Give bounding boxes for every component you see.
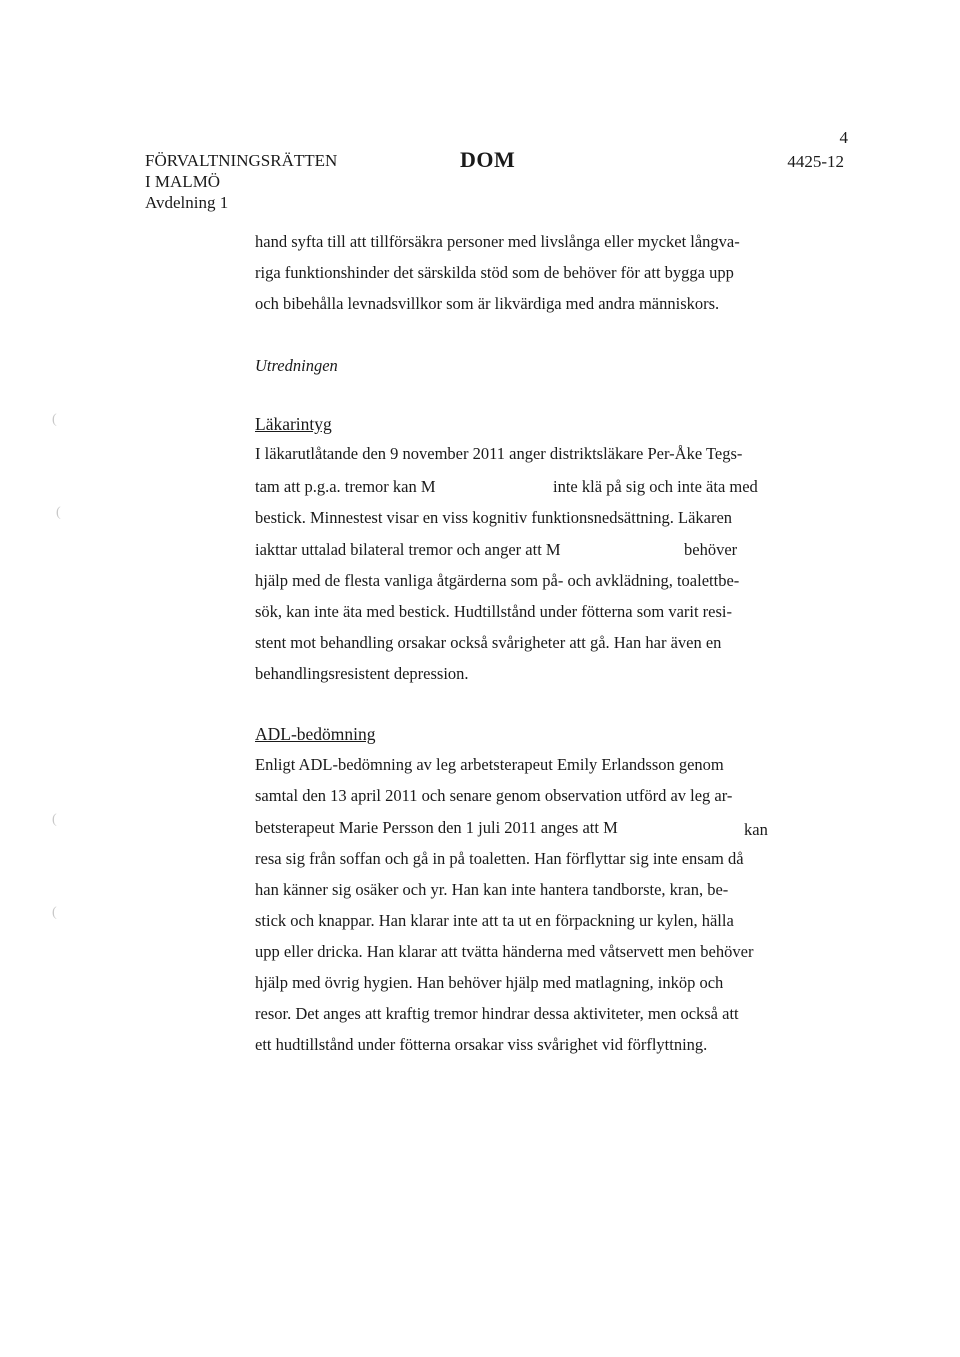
paragraph-line: hjälp med övrig hygien. Han behöver hjälp med matlagning, inköp och xyxy=(255,973,724,992)
paragraph-line: sök, kan inte äta med bestick. Hudtillstånd under fötterna som varit resi- xyxy=(255,602,733,621)
paragraph-line: stent mot behandling orsakar också svårigheter att gå. Han har även en xyxy=(255,633,722,652)
paragraph-line: hand syfta till att tillförsäkra personer med livslånga eller mycket långva- xyxy=(255,232,740,251)
document-type: DOM xyxy=(460,147,516,172)
court-division: Avdelning 1 xyxy=(145,193,229,212)
paragraph-line: och bibehålla levnadsvillkor som är likvärdiga med andra människors. xyxy=(255,294,720,313)
court-city: I MALMÖ xyxy=(145,172,221,191)
scan-artifact: ( xyxy=(56,505,61,520)
paragraph-line: inte klä på sig och inte äta med xyxy=(553,477,758,496)
scan-artifact: ( xyxy=(52,812,57,827)
page-number: 4 xyxy=(839,128,848,147)
paragraph-line: betsterapeut Marie Persson den 1 juli 2011 anges att M xyxy=(255,818,618,837)
paragraph-line: han känner sig osäker och yr. Han kan inte hantera tandborste, kran, be- xyxy=(255,880,729,899)
paragraph-line: I läkarutlåtande den 9 november 2011 anger distriktsläkare Per-Åke Tegs- xyxy=(255,444,743,463)
paragraph-line: kan xyxy=(744,820,768,839)
case-number: 4425-12 xyxy=(787,152,844,171)
paragraph-line: Enligt ADL-bedömning av leg arbetsterapeut Emily Erlandsson genom xyxy=(255,755,724,774)
paragraph-line: resa sig från soffan och gå in på toaletten. Han förflyttar sig inte ensam då xyxy=(255,849,744,868)
paragraph-line: behandlingsresistent depression. xyxy=(255,664,469,683)
paragraph-line: stick och knappar. Han klarar inte att ta ut en förpackning ur kylen, hälla xyxy=(255,911,734,930)
scan-artifact: ( xyxy=(52,905,57,920)
paragraph-line: riga funktionshinder det särskilda stöd som de behöver för att bygga upp xyxy=(255,263,734,282)
paragraph-line: ett hudtillstånd under fötterna orsakar viss svårighet vid förflyttning. xyxy=(255,1035,708,1054)
court-header xyxy=(145,150,337,213)
court-name: FÖRVALTNINGSRÄTTEN xyxy=(145,151,338,170)
adl-heading: ADL-bedömning xyxy=(255,724,376,744)
paragraph-line: bestick. Minnestest visar en viss kognitiv funktionsnedsättning. Läkaren xyxy=(255,508,733,527)
paragraph-line: samtal den 13 april 2011 och senare genom observation utförd av leg ar- xyxy=(255,786,733,805)
section-heading: Utredningen xyxy=(255,356,338,375)
paragraph-line: behöver xyxy=(684,540,738,559)
paragraph-line: resor. Det anges att kraftig tremor hindrar dessa aktiviteter, men också att xyxy=(255,1004,739,1023)
paragraph-line: iakttar uttalad bilateral tremor och anger att M xyxy=(255,540,561,559)
paragraph-line: upp eller dricka. Han klarar att tvätta händerna med våtservett men behöver xyxy=(255,942,754,961)
scan-artifact: ( xyxy=(52,412,57,427)
paragraph-line: hjälp med de flesta vanliga åtgärderna som på- och avklädning, toalettbe- xyxy=(255,571,740,590)
lakarintyg-heading: Läkarintyg xyxy=(255,414,332,434)
paragraph-line: tam att p.g.a. tremor kan M xyxy=(255,477,436,496)
